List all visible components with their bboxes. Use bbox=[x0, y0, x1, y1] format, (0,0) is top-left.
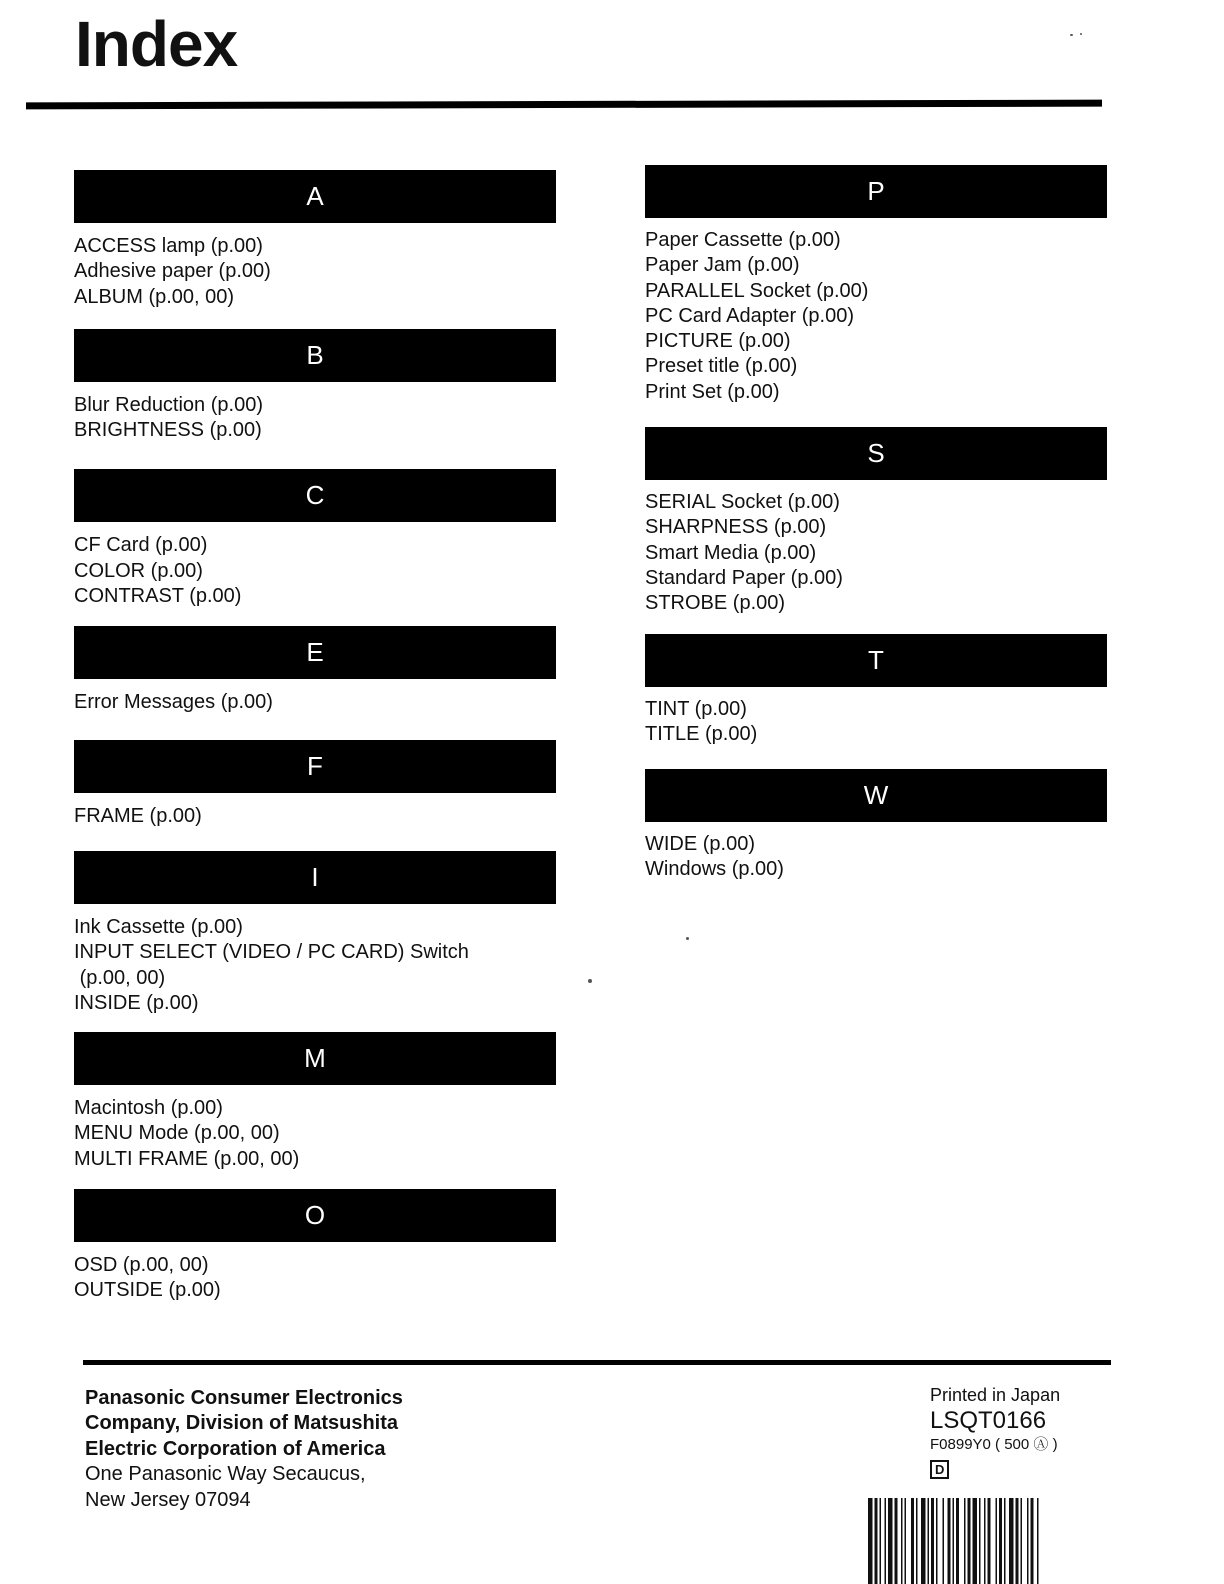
section-header-a: A bbox=[74, 170, 556, 223]
printed-in-label: Printed in Japan bbox=[930, 1385, 1061, 1405]
section-header-t: T bbox=[645, 634, 1107, 687]
address-line: One Panasonic Way Secaucus, bbox=[85, 1463, 366, 1486]
index-entry: INPUT SELECT (VIDEO / PC CARD) Switch (p.00, 00) bbox=[74, 941, 469, 989]
index-entry: Standard Paper (p.00) bbox=[645, 566, 843, 589]
index-section-t bbox=[645, 634, 1107, 748]
lot-code: F0899Y0 ( 500 Ⓐ ) bbox=[930, 1436, 1058, 1453]
index-entry: MULTI FRAME (p.00, 00) bbox=[74, 1147, 300, 1170]
section-header-o: O bbox=[74, 1189, 556, 1242]
index-column-right bbox=[645, 165, 1107, 883]
index-section-c bbox=[74, 469, 556, 609]
section-header-w: W bbox=[645, 769, 1107, 822]
index-entry: OSD (p.00, 00) bbox=[74, 1254, 209, 1277]
index-section-p bbox=[645, 165, 1107, 405]
section-header-m: M bbox=[74, 1032, 556, 1085]
index-entry: SHARPNESS (p.00) bbox=[645, 516, 827, 539]
entry-list bbox=[645, 832, 1107, 883]
footer-rule bbox=[83, 1360, 1111, 1365]
index-entry: PICTURE (p.00) bbox=[645, 330, 791, 353]
index-entry: Blur Reduction (p.00) bbox=[74, 393, 263, 416]
document-code: LSQT0166 bbox=[930, 1407, 1047, 1434]
index-entry: SERIAL Socket (p.00) bbox=[645, 491, 840, 514]
index-section-w bbox=[645, 769, 1107, 883]
index-entry: COLOR (p.00) bbox=[74, 559, 203, 582]
boxed-mark: D bbox=[930, 1460, 949, 1479]
barcode-icon bbox=[868, 1498, 1113, 1584]
page-title: Index bbox=[75, 8, 238, 80]
entry-list bbox=[645, 697, 1107, 748]
entry-list bbox=[645, 490, 1107, 616]
scan-speck-icon bbox=[588, 979, 592, 983]
index-entry: PARALLEL Socket (p.00) bbox=[645, 279, 869, 302]
index-section-i bbox=[74, 851, 556, 1016]
index-entry: TINT (p.00) bbox=[645, 697, 747, 720]
company-block bbox=[85, 1386, 505, 1513]
index-entry: FRAME (p.00) bbox=[74, 804, 202, 827]
index-entry: PC Card Adapter (p.00) bbox=[645, 304, 854, 327]
print-info bbox=[930, 1383, 1130, 1479]
address-line: New Jersey 07094 bbox=[85, 1488, 251, 1511]
index-section-b bbox=[74, 329, 556, 444]
index-section-a bbox=[74, 170, 556, 310]
scan-speck-icon bbox=[1080, 33, 1082, 35]
company-name-line: Electric Corporation of America bbox=[85, 1437, 386, 1460]
entry-list bbox=[74, 393, 556, 444]
index-entry: Print Set (p.00) bbox=[645, 380, 780, 403]
title-rule bbox=[26, 100, 1102, 110]
index-entry: ACCESS lamp (p.00) bbox=[74, 235, 263, 257]
section-header-s: S bbox=[645, 427, 1107, 480]
scan-speck-icon bbox=[686, 937, 689, 940]
section-header-f: F bbox=[74, 740, 556, 793]
section-header-c: C bbox=[74, 469, 556, 522]
company-name-line: Company, Division of Matsushita bbox=[85, 1412, 398, 1435]
entry-list bbox=[645, 228, 1107, 405]
section-header-b: B bbox=[74, 329, 556, 382]
entry-list bbox=[74, 1253, 556, 1304]
entry-list bbox=[74, 804, 556, 829]
index-entry: OUTSIDE (p.00) bbox=[74, 1279, 221, 1302]
section-header-i: I bbox=[74, 851, 556, 904]
entry-list bbox=[74, 690, 556, 715]
entry-list bbox=[74, 533, 556, 609]
index-column-left bbox=[74, 170, 556, 1304]
index-entry: CF Card (p.00) bbox=[74, 534, 208, 557]
index-section-m bbox=[74, 1032, 556, 1172]
section-header-p: P bbox=[645, 165, 1107, 218]
index-section-s bbox=[645, 427, 1107, 616]
index-section-e bbox=[74, 626, 556, 715]
index-entry: Windows (p.00) bbox=[645, 858, 784, 881]
index-entry: INSIDE (p.00) bbox=[74, 991, 199, 1014]
index-entry: MENU Mode (p.00, 00) bbox=[74, 1122, 280, 1145]
index-entry: BRIGHTNESS (p.00) bbox=[74, 419, 262, 442]
scan-speck-icon bbox=[1070, 34, 1073, 36]
index-entry: Macintosh (p.00) bbox=[74, 1097, 223, 1120]
entry-list bbox=[74, 234, 556, 310]
index-entry: WIDE (p.00) bbox=[645, 833, 756, 856]
index-entry: Adhesive paper (p.00) bbox=[74, 260, 271, 283]
section-header-e: E bbox=[74, 626, 556, 679]
index-entry: STROBE (p.00) bbox=[645, 592, 786, 615]
index-section-f bbox=[74, 740, 556, 829]
index-entry: CONTRAST (p.00) bbox=[74, 585, 242, 608]
company-name-line: Panasonic Consumer Electronics bbox=[85, 1387, 403, 1409]
index-entry: Smart Media (p.00) bbox=[645, 541, 817, 564]
entry-list bbox=[74, 915, 556, 1016]
index-entry: Ink Cassette (p.00) bbox=[74, 915, 243, 938]
index-section-o bbox=[74, 1189, 556, 1304]
entry-list bbox=[74, 1096, 556, 1172]
index-entry: Preset title (p.00) bbox=[645, 355, 798, 378]
index-entry: Paper Jam (p.00) bbox=[645, 254, 800, 277]
index-entry: Error Messages (p.00) bbox=[74, 691, 273, 714]
index-entry: TITLE (p.00) bbox=[645, 722, 758, 745]
index-entry: ALBUM (p.00, 00) bbox=[74, 285, 235, 308]
index-entry: Paper Cassette (p.00) bbox=[645, 229, 841, 251]
